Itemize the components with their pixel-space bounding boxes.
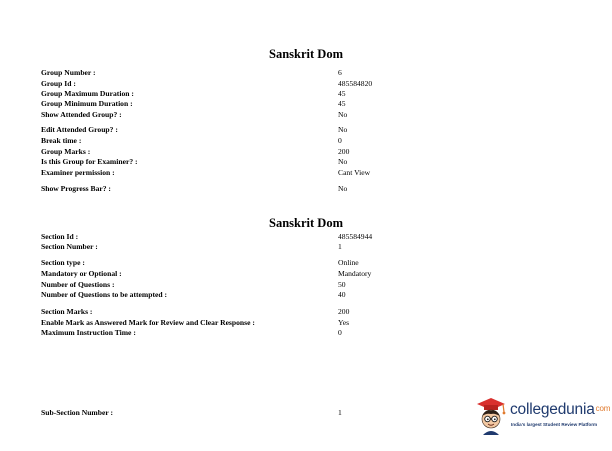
enable-mark-review-row <box>41 318 461 328</box>
brand-text: collegedunia <box>510 401 595 418</box>
field-value: 40 <box>338 290 346 299</box>
field-label: Number of Questions : <box>41 280 115 289</box>
field-value: 0 <box>338 136 342 145</box>
field-value: No <box>338 184 348 193</box>
field-label: Group Marks : <box>41 147 91 156</box>
examiner-permission-row <box>41 168 461 178</box>
field-label: Show Attended Group? : <box>41 110 122 119</box>
field-label: Section type : <box>41 258 85 267</box>
group-id-row <box>41 79 461 89</box>
brand-tagline: India's largest Student Review Platform <box>511 422 598 427</box>
group-max-duration-row <box>41 89 461 99</box>
field-value: 200 <box>338 147 350 156</box>
field-label: Section Id : <box>41 232 79 241</box>
field-label: Group Number : <box>41 68 96 77</box>
group-title: Sanskrit Dom <box>269 47 343 61</box>
field-value: No <box>338 125 348 134</box>
field-label: Mandatory or Optional : <box>41 269 122 278</box>
field-label: Group Maximum Duration : <box>41 89 134 98</box>
section-type-row <box>41 258 461 268</box>
field-label: Examiner permission : <box>41 168 115 177</box>
questions-to-attempt-row <box>41 290 461 300</box>
field-label: Break time : <box>41 136 82 145</box>
graduate-mascot-icon <box>473 395 509 437</box>
field-label: Section Number : <box>41 242 98 251</box>
field-label: Maximum Instruction Time : <box>41 328 136 337</box>
max-instruction-time-row <box>41 328 461 338</box>
field-value: Yes <box>338 318 350 327</box>
field-label: Section Marks : <box>41 307 93 316</box>
field-value: 0 <box>338 328 342 337</box>
show-attended-group-row <box>41 110 461 120</box>
field-value: 1 <box>338 242 342 251</box>
field-value: No <box>338 110 348 119</box>
section-number-row <box>41 242 461 252</box>
field-value: 200 <box>338 307 350 316</box>
brand-name <box>510 401 610 419</box>
group-for-examiner-row <box>41 157 461 167</box>
field-value: 1 <box>338 408 342 417</box>
section-marks-row <box>41 307 461 317</box>
section-id-row <box>41 232 461 242</box>
collegedunia-logo <box>473 395 609 437</box>
group-min-duration-row <box>41 99 461 109</box>
field-label: Group Minimum Duration : <box>41 99 133 108</box>
field-value: Cant View <box>338 168 371 177</box>
field-value: 45 <box>338 99 346 108</box>
field-value: Mandatory <box>338 269 372 278</box>
break-time-row <box>41 136 461 146</box>
field-value: 6 <box>338 68 342 77</box>
field-label: Number of Questions to be attempted : <box>41 290 167 299</box>
field-label: Show Progress Bar? : <box>41 184 111 193</box>
field-value: 50 <box>338 280 346 289</box>
field-label: Enable Mark as Answered Mark for Review and Clear Response : <box>41 318 255 327</box>
field-value: 485584944 <box>338 232 373 241</box>
brand-tld: com <box>595 404 611 413</box>
group-marks-row <box>41 147 461 157</box>
field-value: No <box>338 157 348 166</box>
number-of-questions-row <box>41 280 461 290</box>
field-value: 45 <box>338 89 346 98</box>
section-title: Sanskrit Dom <box>269 216 343 230</box>
field-value: 485584820 <box>338 79 373 88</box>
field-value: Online <box>338 258 359 267</box>
mandatory-optional-row <box>41 269 461 279</box>
group-number-row <box>41 68 461 78</box>
field-label: Sub-Section Number : <box>41 408 114 417</box>
field-label: Edit Attended Group? : <box>41 125 118 134</box>
field-label: Is this Group for Examiner? : <box>41 157 138 166</box>
show-progress-bar-row <box>41 184 461 194</box>
sub-section-number-row <box>41 408 461 418</box>
edit-attended-group-row <box>41 125 461 135</box>
field-label: Group Id : <box>41 79 76 88</box>
